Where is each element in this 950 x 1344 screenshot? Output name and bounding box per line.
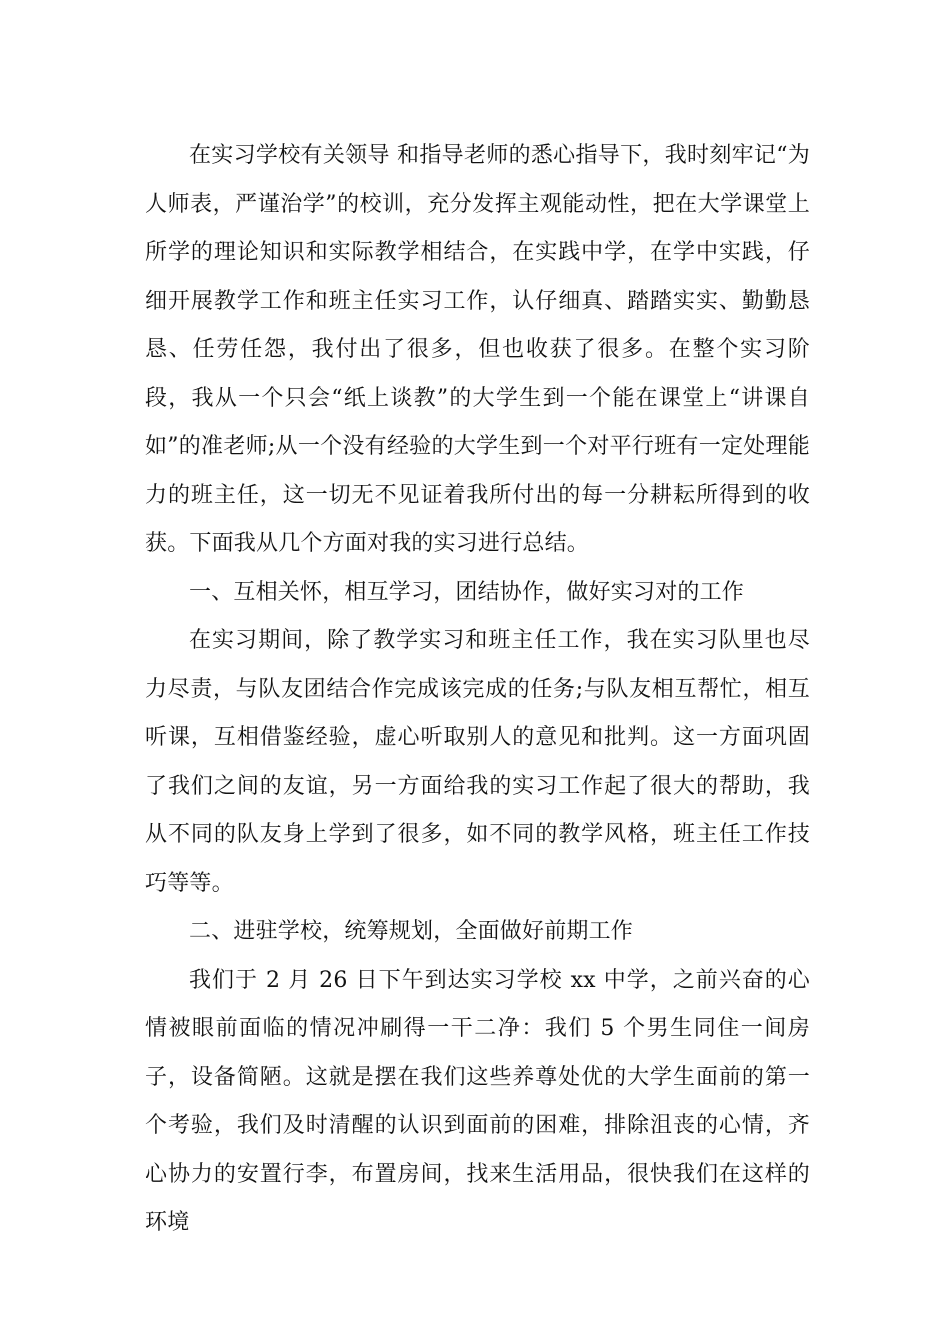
paragraph-section-1: 在实习期间，除了教学实习和班主任工作，我在实习队里也尽力尽责，与队友团结合作完成该完成的任务;与队友相互帮忙，相互听课，互相借鉴经验，虚心听取别人的意见和批判。这一方面巩固了我们之间的友谊，另一方面给我的实习工作起了很大的帮助，我从不同的队友身上学到了很多，如不同的教学风格，班主任工作技巧等等。 [145, 628, 810, 896]
section-heading-2: 二、进驻学校，统筹规划，全面做好前期工作 [189, 919, 634, 944]
document-body [145, 132, 810, 1248]
paragraph-intro: 在实习学校有关领导 和指导老师的悉心指导下，我时刻牢记“为人师表，严谨治学”的校训，充分发挥主观能动性，把在大学课堂上所学的理论知识和实际教学相结合，在实践中学，在学中实践，仔细开展教学工作和班主任实习工作，认仔细真、踏踏实实、勤勤恳恳、任劳任怨，我付出了很多，但也收获了很多。在整个实习阶段，我从一个只会“纸上谈教”的大学生到一个能在课堂上“讲课自如”的准老师;从一个没有经验的大学生到一个对平行班有一定处理能力的班主任，这一切无不见证着我所付出的每一分耕耘所得到的收获。下面我从几个方面对我的实习进行总结。 [145, 143, 810, 556]
section-heading-1: 一、互相关怀，相互学习，团结协作，做好实习对的工作 [189, 579, 745, 605]
paragraph-section-2: 我们于 2 月 26 日下午到达实习学校 xx 中学，之前兴奋的心情被眼前面临的情况冲刷得一干二净：我们 5 个男生同住一间房子，设备简陋。这就是摆在我们这些养尊处优的大学生面前的第一个考验，我们及时清醒的认识到面前的困难，排除沮丧的心情，齐心协力的安置行李，布置房间，找来生活用品，很快我们在这样的环境 [145, 967, 810, 1235]
